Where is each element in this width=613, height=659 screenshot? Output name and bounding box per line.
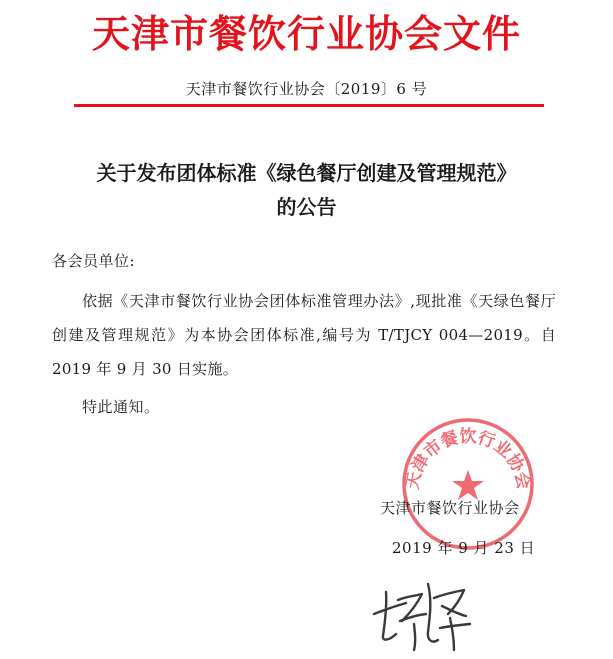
salutation: 各会员单位:	[52, 252, 136, 270]
document-header-title: 天津市餐饮行业协会文件	[91, 11, 521, 56]
handwritten-signature	[370, 570, 480, 655]
issuing-organization: 天津市餐饮行业协会	[380, 499, 520, 517]
red-divider-line	[74, 104, 544, 107]
notice-title	[40, 156, 573, 224]
notice-body: 依据《天津市餐饮行业协会团体标准管理办法》,现批准《天绿色餐厅创建及管理规范》为本协会团体标准,编号为 T/TJCY 004—2019。自 2019 年 9 月 30 日实施。	[52, 292, 556, 378]
closing-line: 特此通知。	[82, 398, 160, 416]
official-seal-stamp	[398, 414, 538, 554]
svg-text:天津市餐饮行业协会: 天津市餐饮行业协会	[402, 426, 534, 492]
issue-date: 2019 年 9 月 23 日	[392, 539, 536, 557]
notice-title-line-2: 的公告	[276, 195, 337, 219]
notice-title-line-1: 关于发布团体标准《绿色餐厅创建及管理规范》	[96, 161, 517, 185]
document-number: 天津市餐饮行业协会〔2019〕6 号	[185, 80, 428, 98]
